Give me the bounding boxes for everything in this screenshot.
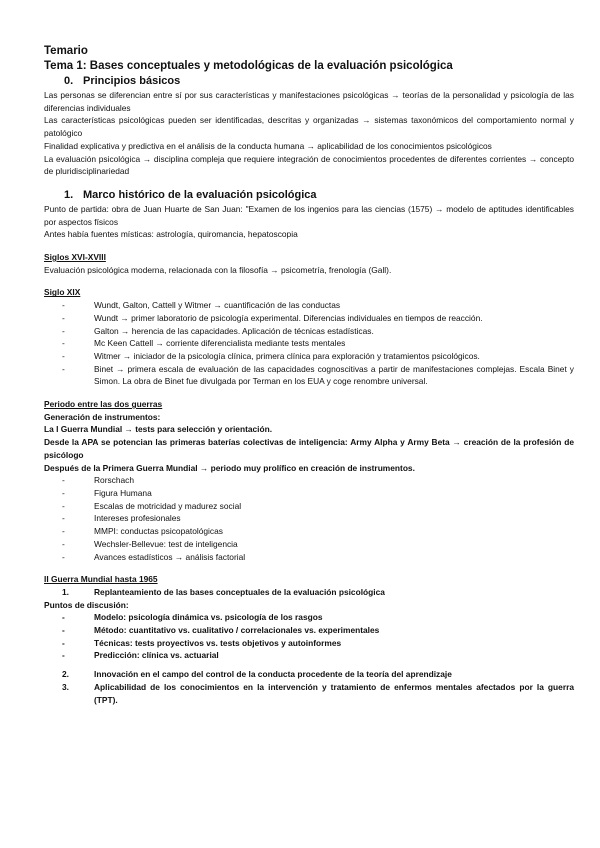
section-1-number: 1. — [64, 188, 74, 201]
section-1-heading — [64, 188, 574, 203]
list-item: - Wechsler-Bellevue: test de inteligencia — [44, 538, 574, 551]
list-item: - Predicción: clínica vs. actuarial — [44, 649, 574, 662]
subheading-entre-guerras: Periodo entre las dos guerras — [44, 399, 163, 410]
section-0-number: 0. — [64, 75, 74, 87]
item-number: 1. — [62, 586, 69, 597]
list-item: - Método: cuantitativo vs. cualitativo / correlacionales vs. experimentales — [44, 624, 574, 637]
list-item: - Intereses profesionales — [44, 512, 574, 525]
list-item: - Mc Keen Cattell → corriente diferencialista mediante tests mentales — [44, 337, 574, 350]
subheading-xvi-xviii: Siglos XVI-XVIII — [44, 252, 106, 263]
sec1-para-1: Punto de partida: obra de Juan Huarte de San Juan: "Examen de los ingenios para las ciencias (1575) → modelo de aptitudes identificables por aspectos físicos — [44, 203, 574, 227]
sec0-para-2: Las características psicológicas pueden ser identificadas, descritas y organizadas → sistemas taxonómicos del comportamiento normal y patológico — [44, 115, 574, 139]
section-1-title: Marco histórico de la evaluación psicológica — [83, 188, 317, 201]
xvi-text: Evaluación psicológica moderna, relacionada con la filosofía → psicometría, frenología (Gall). — [44, 264, 392, 275]
item-number: 2. — [62, 669, 69, 680]
ii-first-list — [44, 586, 574, 599]
list-item: - Figura Humana — [44, 487, 574, 500]
ii-rest-list — [44, 668, 574, 706]
subheading-xix: Siglo XIX — [44, 287, 81, 298]
list-item: - Escalas de motricidad y madurez social — [44, 500, 574, 513]
entre-line-2: La I Guerra Mundial → tests para selección y orientación. — [44, 424, 273, 435]
list-item: - Rorschach — [44, 474, 574, 487]
list-item: - Wundt → primer laboratorio de psicología experimental. Diferencias individuales en tiempos de reacción. — [44, 312, 574, 325]
section-0-title: Principios básicos — [83, 75, 181, 87]
doc-label: Temario — [44, 45, 88, 57]
tema-title: Tema 1: Bases conceptuales y metodológicas de la evaluación psicológica — [44, 60, 453, 72]
numbered-item — [44, 668, 574, 681]
item-number: 3. — [62, 681, 69, 692]
numbered-item — [44, 586, 574, 599]
list-item: - Wundt, Galton, Cattell y Witmer → cuantificación de las conductas — [44, 299, 574, 312]
item-text: Innovación en el campo del control de la conducta procedente de la teoría del aprendizaje — [94, 669, 452, 680]
puntos-discusion: Puntos de discusión: — [44, 599, 129, 610]
list-item: - Técnicas: tests proyectivos vs. tests objetivos y autoinformes — [44, 637, 574, 650]
sec0-para-1: Las personas se diferencian entre sí por sus características y manifestaciones psicológicas → teorías de la personalidad y psicología de las diferencias individuales — [44, 90, 574, 113]
sec0-para-3: Finalidad explicativa y predictiva en el análisis de la conducta humana → aplicabilidad de los conocimientos psicológicos — [44, 140, 492, 151]
sec1-para-2: Antes había fuentes místicas: astrología, quiromancia, hepatoscopia — [44, 229, 298, 240]
document-page — [44, 44, 574, 706]
section-0-heading — [64, 74, 574, 89]
numbered-item — [44, 681, 574, 706]
subheading-ii-guerra: II Guerra Mundial hasta 1965 — [44, 574, 158, 585]
xix-list — [44, 299, 574, 388]
list-item: - Witmer → iniciador de la psicología clínica, primera clínica para exploración y tratamientos psicológicos. — [44, 350, 574, 363]
item-text: Aplicabilidad de los conocimientos en la intervención y tratamiento de enfermos mentales afectados por la guerra (TPT). — [94, 681, 574, 705]
entre-line-3: Desde la APA se potencian las primeras baterías colectivas de inteligencia: Army Alpha y Army Beta → creación de la profesión de psicólogo — [44, 437, 574, 460]
entre-line-1: Generación de instrumentos: — [44, 411, 161, 422]
entre-list — [44, 474, 574, 563]
list-item: - Avances estadísticos → análisis factorial — [44, 551, 574, 564]
puntos-list — [44, 611, 574, 662]
entre-line-4: Después de la Primera Guerra Mundial → periodo muy prolífico en creación de instrumentos. — [44, 462, 415, 473]
list-item: - Modelo: psicología dinámica vs. psicología de los rasgos — [44, 611, 574, 624]
list-item: - Binet → primera escala de evaluación de las capacidades cognoscitivas a partir de manifestaciones complejas. Escala Binet y Simon. La obra de Binet fue divulgada por Terman en los EUA y coge renombre universal. — [44, 363, 574, 388]
sec0-para-4: La evaluación psicológica → disciplina compleja que requiere integración de conocimientos procedentes de diferentes corrientes → concepto de pluridisciplinariedad — [44, 153, 574, 177]
list-item: - MMPI: conductas psicopatológicas — [44, 525, 574, 538]
list-item: - Galton → herencia de las capacidades. Aplicación de técnicas estadísticas. — [44, 325, 574, 338]
item-text: Replanteamiento de las bases conceptuales de la evaluación psicológica — [94, 586, 385, 597]
